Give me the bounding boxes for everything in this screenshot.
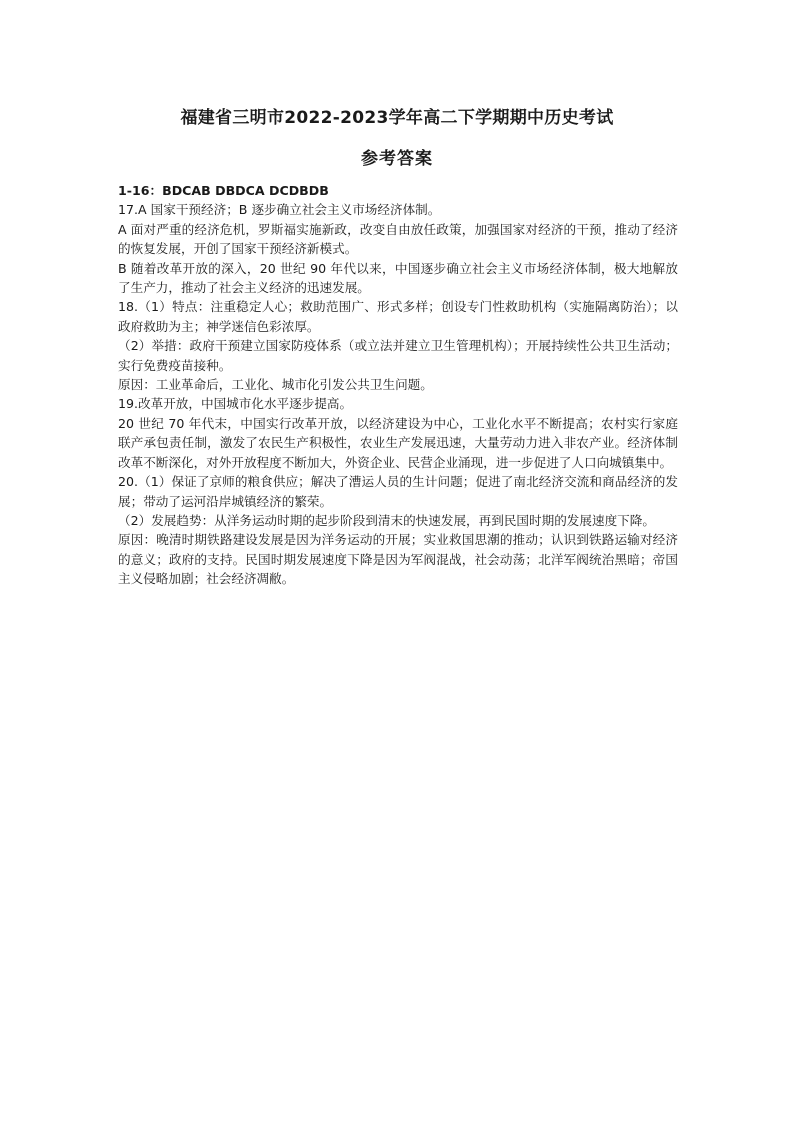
answer-mcq: 1-16：BDCAB DBDCA DCDBDB — [118, 183, 329, 198]
answer-body — [118, 181, 678, 589]
answer-20-1: 20.（1）保证了京师的粮食供应；解决了漕运人员的生计问题；促进了南北经济交流和商品经济的发展；带动了运河沿岸城镇经济的繁荣。 — [118, 474, 678, 509]
answer-20-reason: 原因：晚清时期铁路建设发展是因为洋务运动的开展；实业救国思潮的推动；认识到铁路运输对经济的意义；政府的支持。民国时期发展速度下降是因为军阀混战，社会动荡；北洋军阀统治黑暗；帝国主义侵略加剧；社会经济凋敝。 — [118, 532, 678, 587]
answer-20-2: （2）发展趋势：从洋务运动时期的起步阶段到清末的快速发展，再到民国时期的发展速度下降。 — [118, 512, 655, 528]
answer-19-detail: 20 世纪 70 年代末，中国实行改革开放，以经济建设为中心，工业化水平不断提高；农村实行家庭联产承包责任制，激发了农民生产积极性，农业生产发展迅速，大量劳动力进入非农产业。经济体制改革不断深化，对外开放程度不断加大，外资企业、民营企业涌现，进一步促进了人口向城镇集中。 — [118, 415, 678, 470]
answer-17-b: B 随着改革开放的深入，20 世纪 90 年代以来，中国逐步确立社会主义市场经济体制，极大地解放了生产力，推动了社会主义经济的迅速发展。 — [118, 260, 678, 296]
document-subtitle: 参考答案 — [361, 149, 433, 169]
answer-18-1: 18.（1）特点：注重稳定人心；救助范围广、形式多样；创设专门性救助机构（实施隔离防治）；以政府救助为主；神学迷信色彩浓厚。 — [118, 299, 678, 334]
answer-17: 17.A 国家干预经济；B 逐步确立社会主义市场经济体制。 — [118, 202, 441, 218]
answer-19: 19.改革开放，中国城市化水平逐步提高。 — [118, 396, 353, 412]
answer-17-a: A 面对严重的经济危机，罗斯福实施新政，改变自由放任政策，加强国家对经济的干预，推动了经济的恢复发展，开创了国家干预经济新模式。 — [118, 221, 678, 257]
answer-18-2: （2）举措：政府干预建立国家防疫体系（或立法并建立卫生管理机构）；开展持续性公共卫生活动；实行免费疫苗接种。 — [118, 338, 678, 373]
answer-18-reason: 原因：工业革命后，工业化、城市化引发公共卫生问题。 — [118, 377, 433, 393]
document-title: 福建省三明市2022-2023学年高二下学期期中历史考试 — [180, 108, 614, 128]
